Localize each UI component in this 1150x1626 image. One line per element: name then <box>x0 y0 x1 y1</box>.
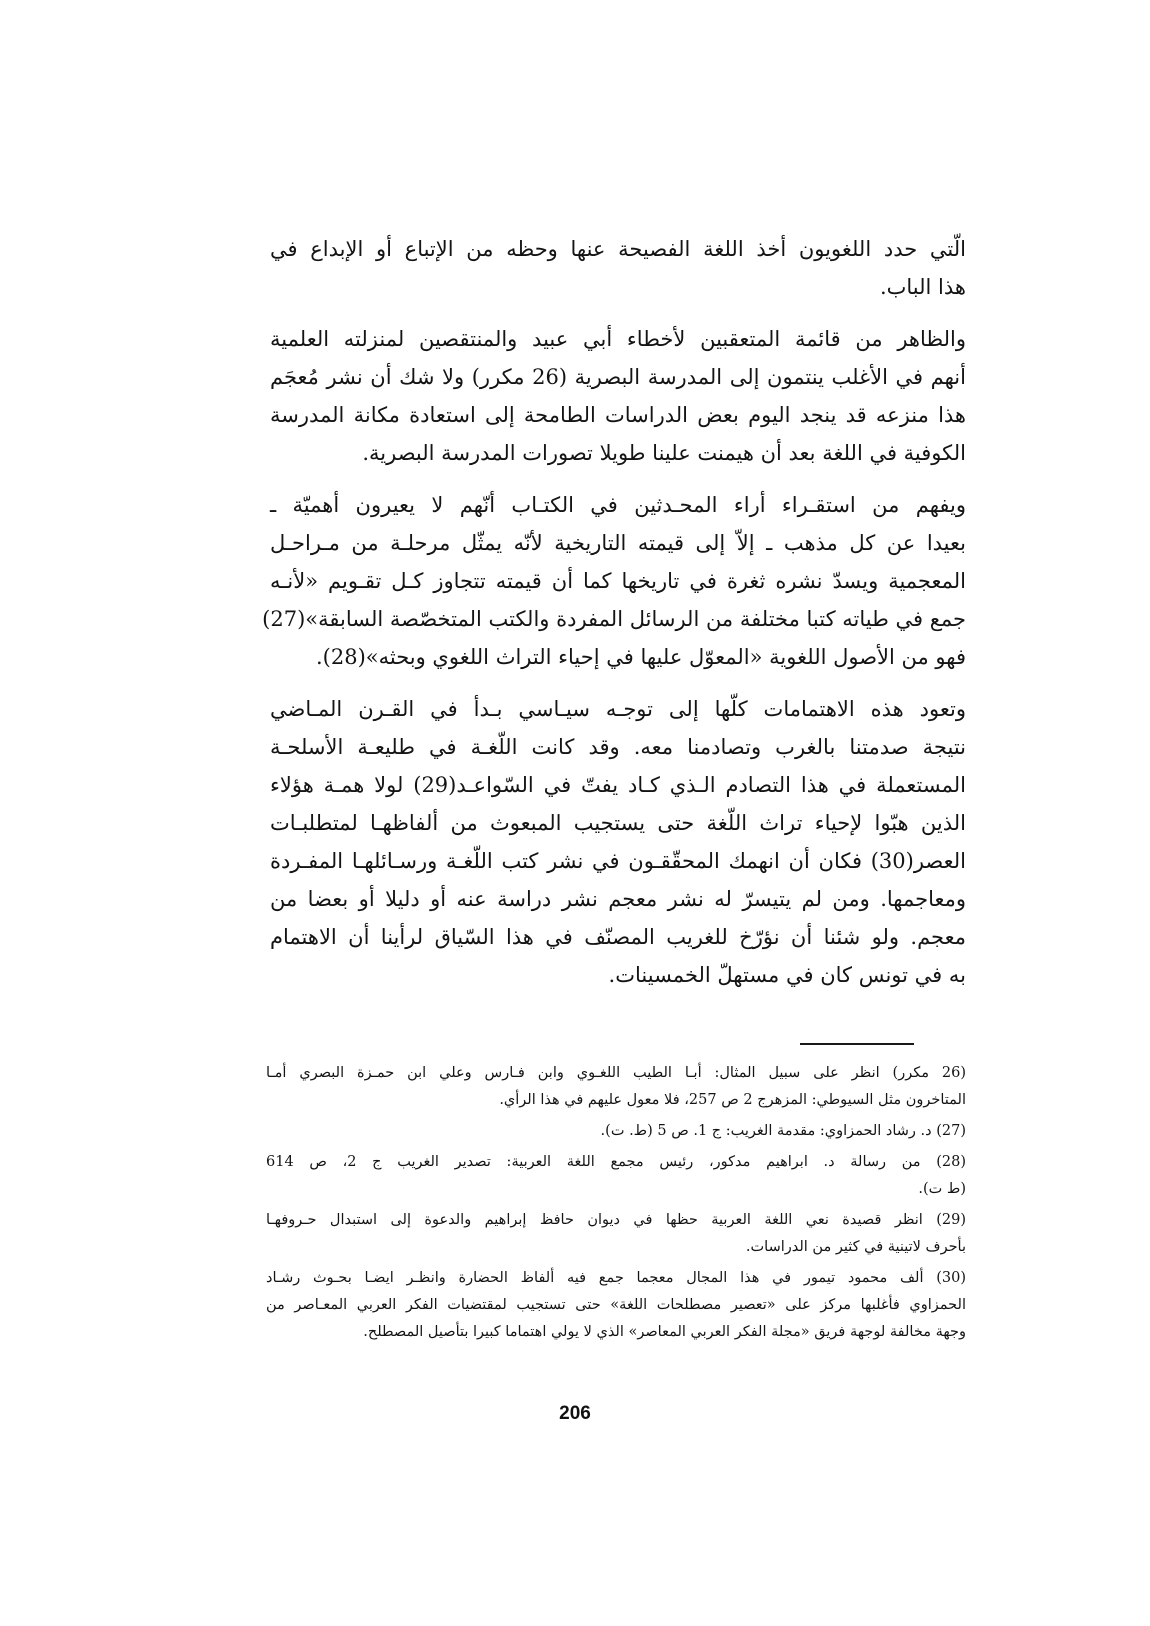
footnote-line: بأحرف لاتينية في كثير من الدراسات. <box>745 1239 966 1255</box>
footnote-line: (29) انظر قصيدة نعي اللغة العربية حظها في ديوان حافظ إبراهيم والدعوة إلى استبدال حـروفهـا <box>266 1212 966 1228</box>
footnote-separator <box>800 1043 914 1045</box>
text-line: وتعود هذه الاهتمامات كلّها إلى توجـه سيـاسي بـدأ في القـرن المـاضي <box>270 697 966 721</box>
footnote-29 <box>266 1207 966 1261</box>
text-line: بعيدا عن كل مذهب ـ إلاّ إلى قيمته التاريخية لأنّه يمثّل مرحلـة من مـراحـل <box>270 531 966 555</box>
footnote-line: (26 مكرر) انظر على سبيل المثال: أبـا الطيب اللغـوي وابن فـارس وعلي ابن حمـزة البصري أمـا <box>266 1065 967 1081</box>
footnote-line: الحمزاوي فأغلبها مركز على «تعصير مصطلحات اللغة» حتى تستجيب لمقتضيات الفكر العربي المعـاصر من <box>266 1297 966 1313</box>
text-line: جمع في طياته كتبا مختلفة من الرسائل المفردة والكتب المتخصّصة السابقة»(27) <box>262 607 966 631</box>
footnote-line: (ط ت). <box>918 1181 966 1197</box>
text-line: نتيجة صدمتنا بالغرب وتصادمنا معه. وقد كانت اللّغـة في طليعـة الأسلحـة <box>270 735 966 759</box>
text-line: هذا منزعه قد ينجد اليوم بعض الدراسات الطامحة إلى استعادة مكانة المدرسة <box>270 403 966 427</box>
footnote-26 <box>266 1060 966 1114</box>
paragraph-4 <box>270 690 966 994</box>
text-line: المعجمية ويسدّ نشره ثغرة في تاريخها كما أن قيمته تتجاوز كـل تقـويم «لأنـه <box>270 569 966 593</box>
footnote-line: (30) ألف محمود تيمور في هذا المجال معجما جمع فيه ألفاظ الحضارة وانظـر ايضـا بحـوث رشـاد <box>266 1270 966 1286</box>
paragraph-1 <box>270 230 966 306</box>
text-line: الذين هبّوا لإحياء تراث اللّغة حتى يستجيب المبعوث من ألفاظهـا لمتطلبـات <box>270 811 966 835</box>
paragraph-3 <box>262 486 966 676</box>
text-line: فهو من الأصول اللغوية «المعوّل عليها في إحياء التراث اللغوي وبحثه»(28). <box>315 645 966 669</box>
text-line: ومعاجمها. ومن لم يتيسرّ له نشر معجم نشر دراسة عنه أو دليلا أو بعضا من <box>270 887 966 911</box>
paragraph-gap <box>270 306 966 320</box>
paragraph-2 <box>270 320 966 472</box>
page-number: 206 <box>559 1403 591 1424</box>
text-line: أنهم في الأغلب ينتمون إلى المدرسة البصرية (26 مكرر) ولا شك أن نشر مُعجَم <box>270 365 966 389</box>
footnote-28 <box>266 1149 966 1203</box>
text-line: الّتي حدد اللغويون أخذ اللغة الفصيحة عنها وحظه من الإتباع أو الإبداع في <box>270 237 966 261</box>
footnotes <box>266 1060 966 1346</box>
footnote-line: المتاخرون مثل السيوطي: المزهرج 2 ص 257، فلا معول عليهم في هذا الرأي. <box>499 1092 966 1108</box>
text-line: ويفهم من استقـراء أراء المحـدثين في الكتـاب أنّهم لا يعيرون أهميّة ـ <box>270 493 966 517</box>
footnote-line: (27) د. رشاد الحمزاوي: مقدمة الغريب: ج 1. ص 5 (ط. ت). <box>600 1123 966 1139</box>
footnote-30 <box>266 1265 966 1346</box>
footnote-line: (28) من رسالة د. ابراهيم مدكور، رئيس مجمع اللغة العربية: تصدير الغريب ج 2، ص 614 <box>266 1154 966 1170</box>
text-line: العصر(30) فكان أن انهمك المحقّقـون في نشر كتب اللّغـة ورسـائلهـا المفـردة <box>270 849 966 873</box>
text-line: المستعملة في هذا التصادم الـذي كـاد يفتّ في السّواعـد(29) لولا همـة هؤلاء <box>270 773 966 797</box>
paragraph-gap <box>270 676 966 690</box>
main-text <box>262 230 966 994</box>
footnote-27 <box>266 1118 966 1145</box>
text-line: الكوفية في اللغة بعد أن هيمنت علينا طويلا تصورات المدرسة البصرية. <box>362 441 966 465</box>
text-line: والظاهر من قائمة المتعقبين لأخطاء أبي عبيد والمنتقصين لمنزلته العلمية <box>270 327 966 351</box>
text-line: به في تونس كان في مستهلّ الخمسينات. <box>608 963 966 987</box>
text-line: هذا الباب. <box>879 275 966 299</box>
paragraph-gap <box>270 472 966 486</box>
footnote-line: وجهة مخالفة لوجهة فريق «مجلة الفكر العربي المعاصر» الذي لا يولي اهتماما كبيرا بتأصيل المصطلح. <box>363 1324 966 1340</box>
text-line: معجم. ولو شئنا أن نؤرّخ للغريب المصنّف في هذا السّياق لرأينا أن الاهتمام <box>270 925 966 949</box>
